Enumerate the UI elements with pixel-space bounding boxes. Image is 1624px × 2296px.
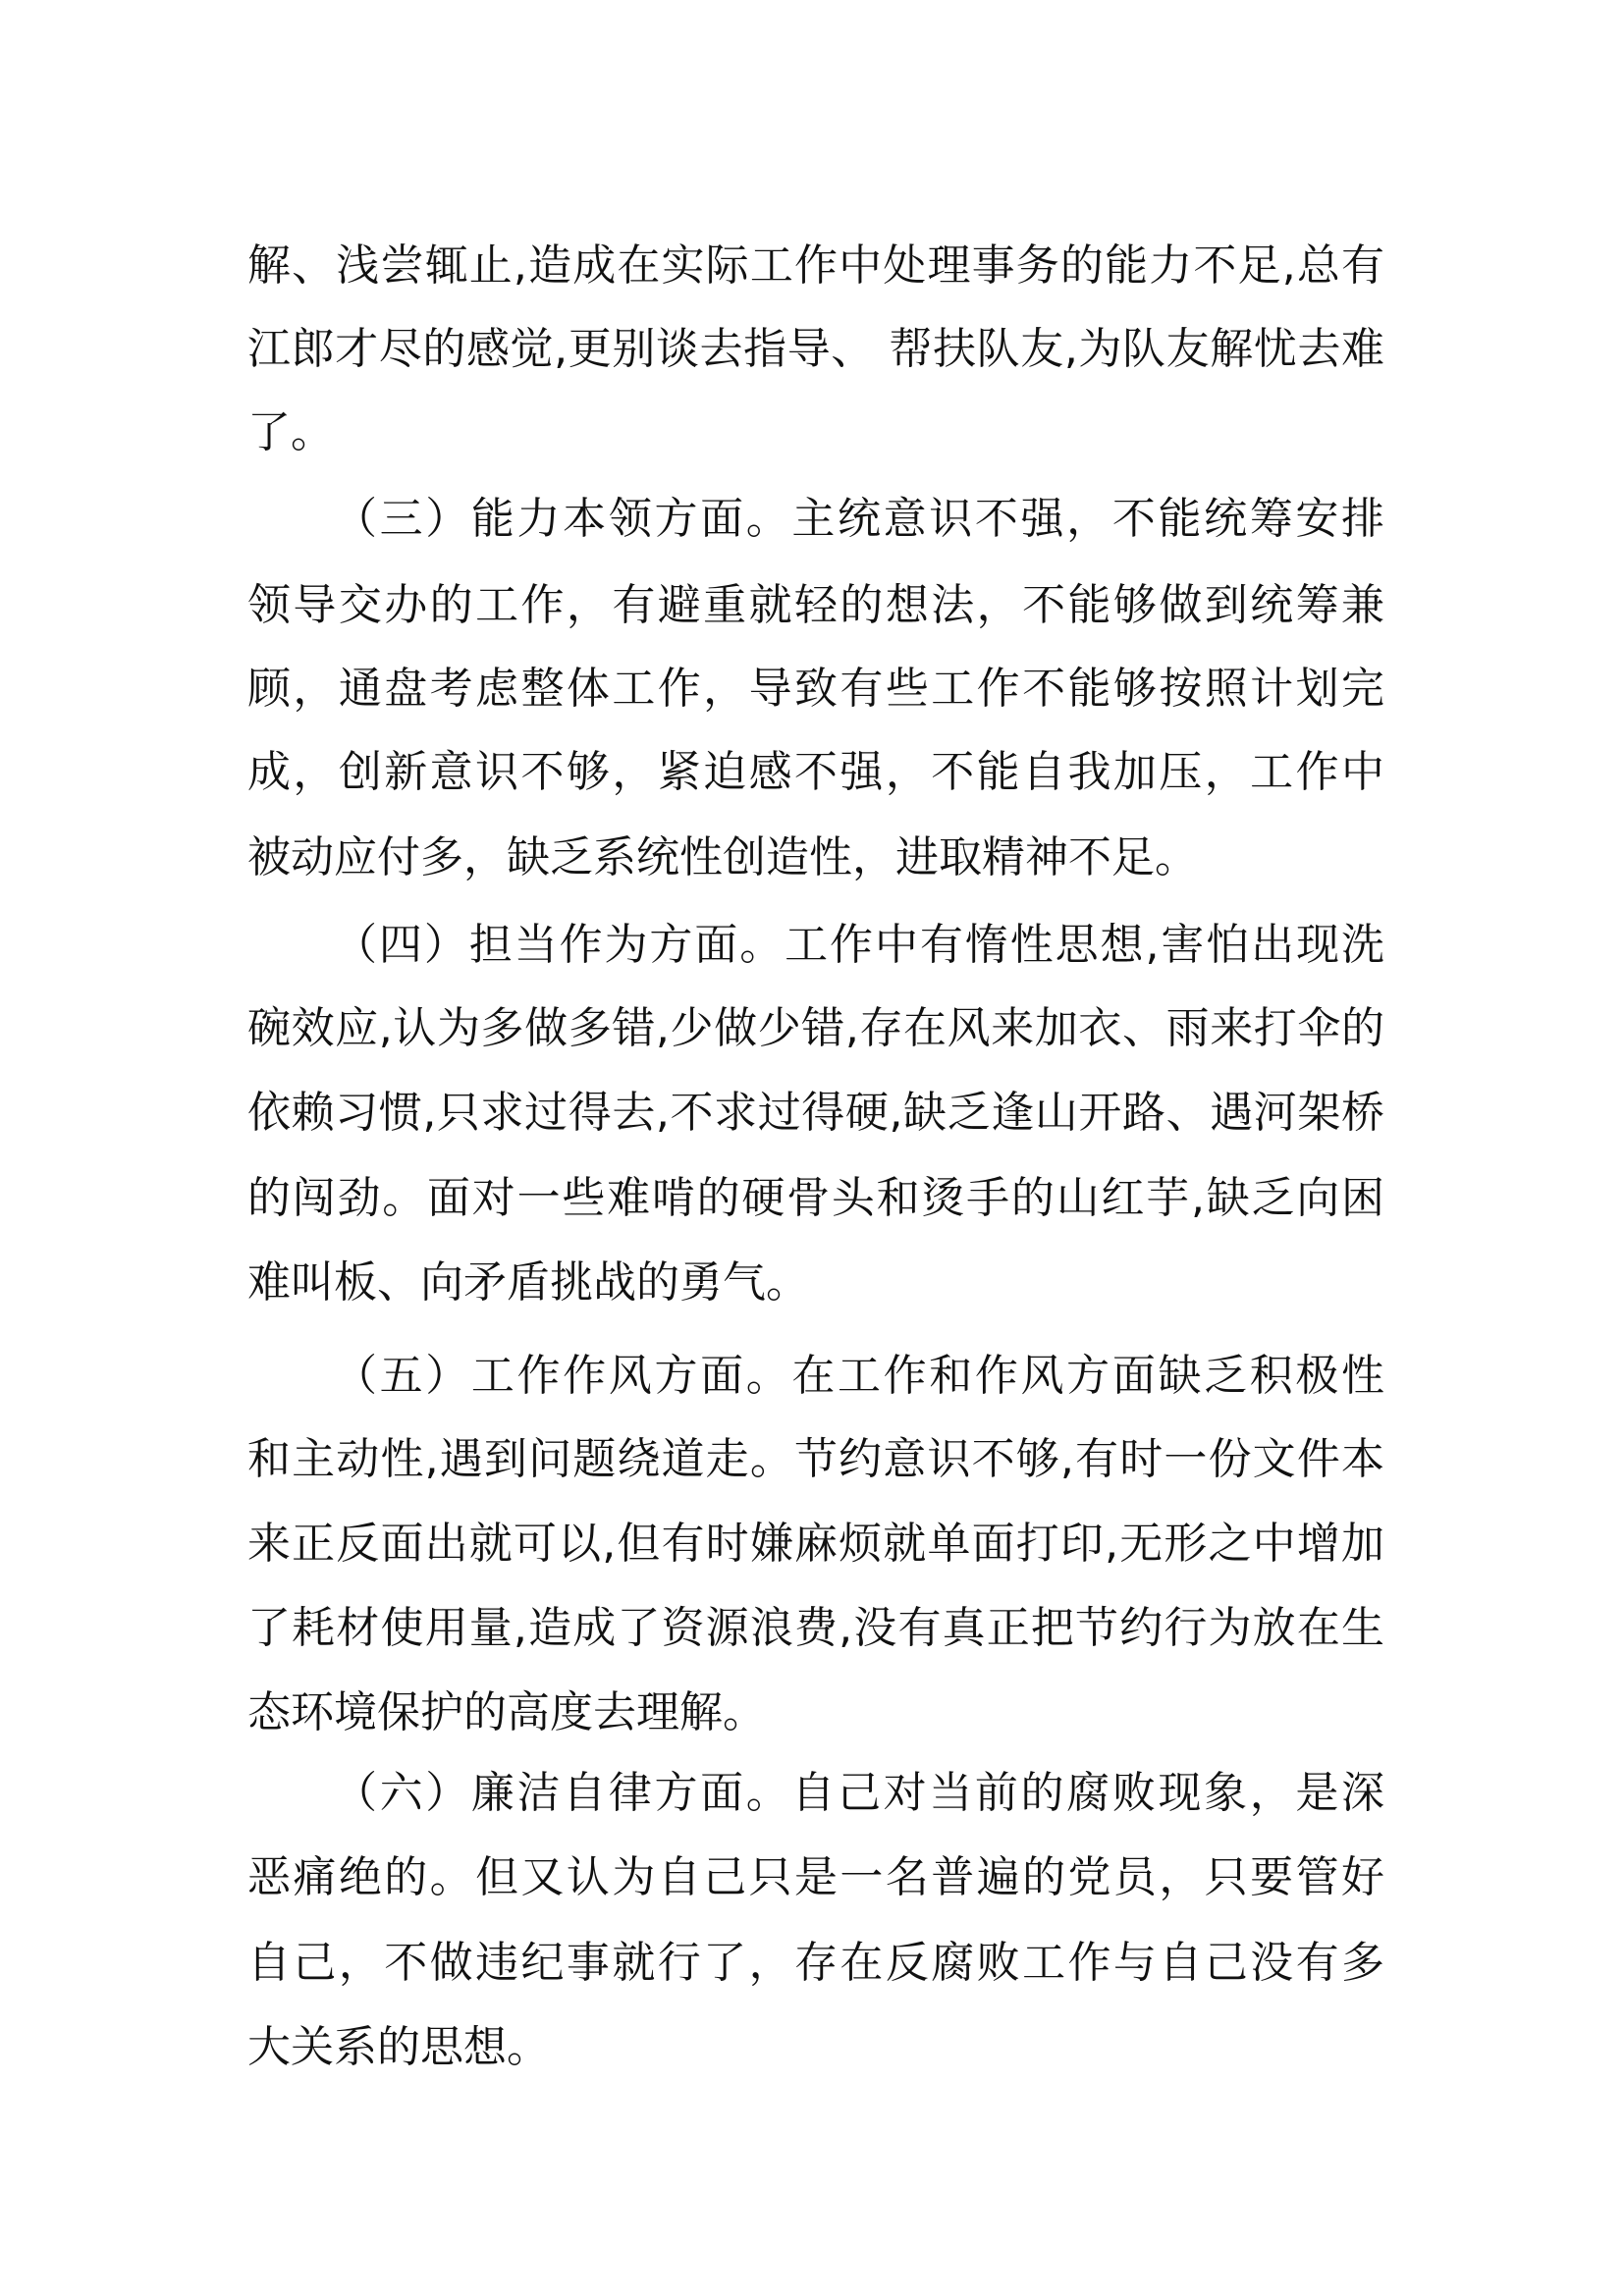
text-line: 难叫板、向矛盾挑战的勇气。 [247,1257,809,1308]
text-line: （五）工作作风方面。在工作和作风方面缺乏积极性 [334,1351,1384,1401]
text-line: （六）廉洁自律方面。自己对当前的腐败现象，是深 [334,1768,1384,1818]
text-line: 碗效应,认为多做多错,少做少错,存在风来加衣、雨来打伞的 [247,1003,1384,1053]
text-line: 来正反面出就可以,但有时嫌麻烦就单面打印,无形之中增加 [247,1519,1384,1569]
text-line: 态环境保护的高度去理解。 [247,1687,766,1737]
text-line: 恶痛绝的。但又认为自己只是一名普遍的党员，只要管好 [247,1852,1384,1902]
text-line: 顾，通盘考虑整体工作，导致有些工作不能够按照计划完 [247,664,1384,714]
text-line: 领导交办的工作，有避重就轻的想法，不能够做到统筹兼 [247,580,1384,630]
text-line: 和主动性,遇到问题绕道走。节约意识不够,有时一份文件本 [247,1434,1384,1484]
text-line: 大关系的思想。 [247,2022,550,2072]
text-line: 了耗材使用量,造成了资源浪费,没有真正把节约行为放在生 [247,1603,1384,1653]
text-line: 被动应付多，缺乏系统性创造性，进取精神不足。 [247,832,1198,882]
text-line: 解、浅尝辄止,造成在实际工作中处理事务的能力不足,总有 [247,240,1384,291]
text-line: 的闯劲。面对一些难啃的硬骨头和烫手的山红芋,缺乏向困 [247,1173,1384,1223]
text-line: 自己，不做违纪事就行了，存在反腐败工作与自己没有多 [247,1938,1384,1988]
text-line: 依赖习惯,只求过得去,不求过得硬,缺乏逢山开路、遇河架桥 [247,1088,1384,1138]
text-line: 江郎才尽的感觉,更别谈去指导、 帮扶队友,为队友解忧去难 [247,324,1384,374]
text-line: 了。 [247,407,334,457]
text-line: （三）能力本领方面。主统意识不强，不能统筹安排 [334,494,1384,544]
text-line: （四）担当作为方面。工作中有惰性思想,害怕出现洗 [334,920,1384,970]
text-line: 成，创新意识不够，紧迫感不强，不能自我加压，工作中 [247,747,1384,797]
